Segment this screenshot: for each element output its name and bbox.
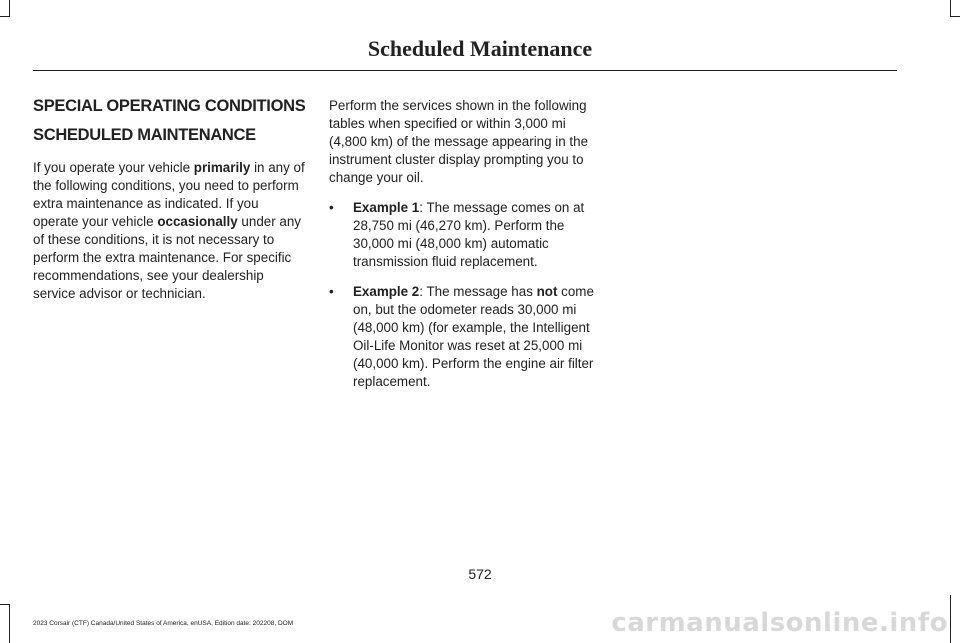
crop-mark-bottom-left-h <box>0 604 10 605</box>
left-column <box>33 97 305 315</box>
page-header-title: Scheduled Maintenance <box>367 36 593 61</box>
example-2-text: : The message has <box>419 284 537 299</box>
crop-mark-bottom-right-v <box>950 595 951 643</box>
text-run: If you operate your vehicle <box>33 160 194 175</box>
section-heading-special-conditions: SPECIAL OPERATING CONDITIONS <box>33 97 306 115</box>
text-run: in any of the following conditions, you need to perform extra maintenance as indicated. If you operate your vehicle <box>33 160 305 229</box>
left-paragraph <box>33 159 305 303</box>
crop-mark-top-right-h <box>950 16 960 17</box>
page-number: 572 <box>468 566 492 582</box>
intro-paragraph: Perform the services shown in the following tables when specified or within 3,000 mi (4,800 km) of the message appearing in the instrument cluster display prompting you to change your oil. <box>329 98 589 185</box>
text-run: under any of these conditions, it is not necessary to perform the extra maintenance. For specific recommendations, see your dealership service advisor or technician. <box>33 214 301 301</box>
emphasis-primarily: primarily <box>193 160 251 175</box>
section-heading-scheduled-maintenance: SCHEDULED MAINTENANCE <box>33 126 256 144</box>
example-1-text: : The message comes on at 28,750 mi (46,270 km). Perform the 30,000 mi (48,000 km) automatic transmission fluid replacement. <box>353 200 585 269</box>
crop-mark-top-left-v <box>9 0 10 16</box>
header-rule <box>33 70 897 71</box>
footer-edition-info: 2023 Corsair (CTF) Canada/United States of America, enUSA, Edition date: 202208, DOM <box>33 620 294 627</box>
example-2-label: Example 2 <box>353 284 420 299</box>
examples-list <box>329 199 601 391</box>
bullet-icon: • <box>329 284 334 299</box>
bullet-icon: • <box>329 200 334 215</box>
example-2-text: come on, but the odometer reads 30,000 mi (48,000 km) (for example, the Intelligent Oil-Life Monitor was reset at 25,000 mi (40,000 km). Perform the engine air filter replacement. <box>353 284 594 389</box>
example-1-label: Example 1 <box>353 200 420 215</box>
watermark: carmanualsonline.info <box>611 608 948 638</box>
emphasis-occasionally: occasionally <box>157 214 238 229</box>
list-item-example-2 <box>329 283 601 391</box>
crop-mark-bottom-left-v <box>9 605 10 643</box>
list-item-example-1 <box>329 199 601 271</box>
right-column <box>329 97 601 403</box>
crop-mark-top-right-v <box>950 0 951 16</box>
emphasis-not: not <box>536 284 558 299</box>
crop-mark-top-left-h <box>0 16 10 17</box>
